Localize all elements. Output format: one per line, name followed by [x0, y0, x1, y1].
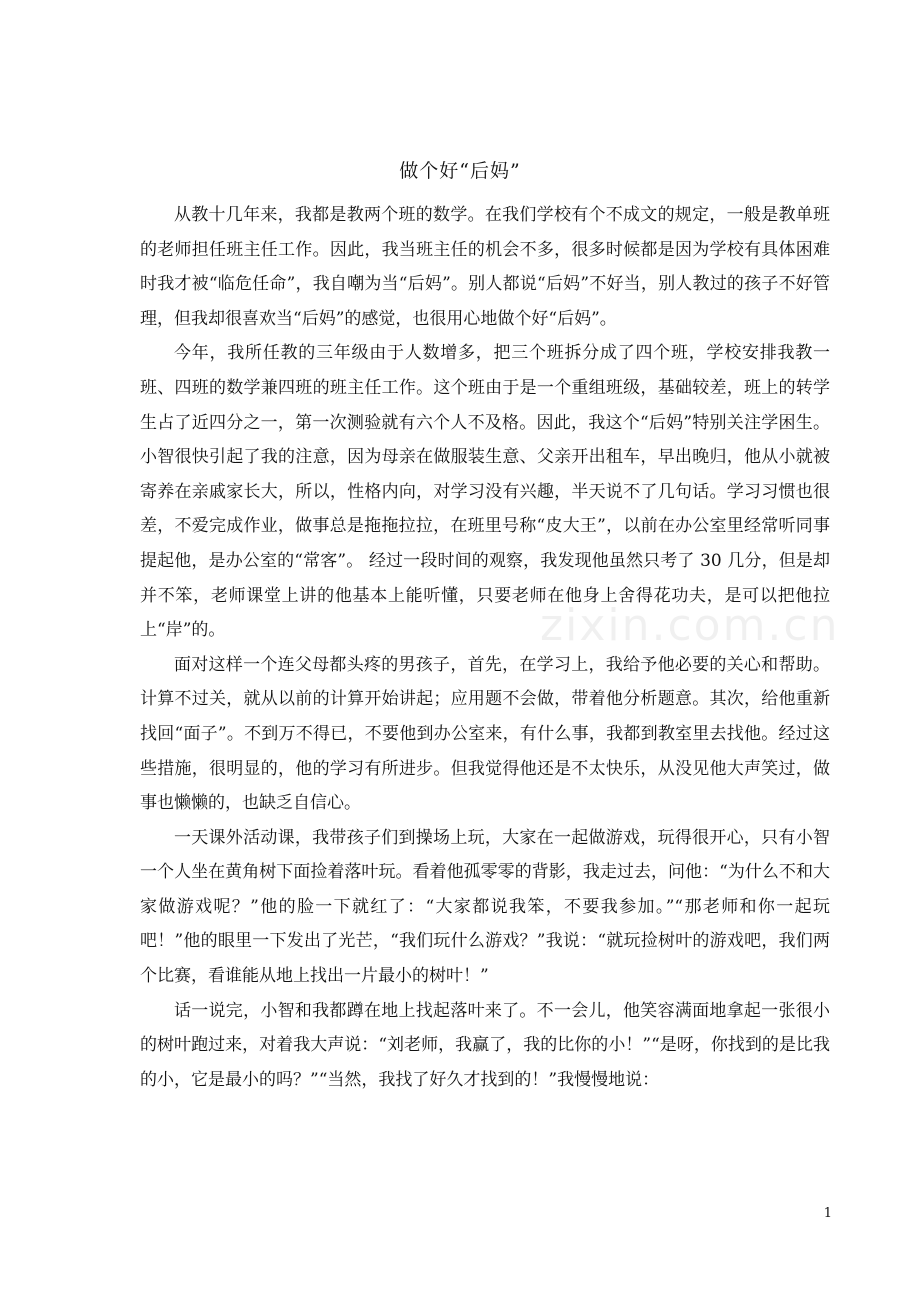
paragraph-5: 话一说完，小智和我都蹲在地上找起落叶来了。不一会儿，他笑容满面地拿起一张很小的树叶跑过来，对着我大声说：“刘老师，我赢了，我的比你的小！”“是呀，你找到的是比我的小，它是最小的吗？”“当然，我找了好久才找到的！”我慢慢地说： — [140, 1000, 830, 1090]
page-number: 1 — [823, 1206, 832, 1221]
paragraph-4: 一天课外活动课，我带孩子们到操场上玩，大家在一起做游戏，玩得很开心，只有小智一个人坐在黄角树下面捡着落叶玩。看着他孤零零的背影，我走过去，问他：“为什么不和大家做游戏呢？”他的脸一下就红了：“大家都说我笨，不要我参加。”“那老师和你一起玩吧！”他的眼里一下发出了光芒，“我们玩什么游戏？”我说：“就玩捡树叶的游戏吧，我们两个比赛，看谁能从地上找出一片最小的树叶！” — [140, 827, 830, 987]
document-title: 做个好“后妈” — [399, 160, 521, 182]
paragraph-3: 面对这样一个连父母都头疼的男孩子，首先，在学习上，我给予他必要的关心和帮助。计算不过关，就从以前的计算开始讲起；应用题不会做，带着他分析题意。其次，给他重新找回“面子”。不到万不得已，不要他到办公室来，有什么事，我都到教室里去找他。经过这些措施，很明显的，他的学习有所进步。但我觉得他还是不太快乐，从没见他大声笑过，做事也懒懒的，也缺乏自信心。 — [140, 654, 830, 814]
document-body — [140, 198, 830, 1097]
paragraph-2: 今年，我所任教的三年级由于人数增多，把三个班拆分成了四个班，学校安排我教一班、四班的数学兼四班的班主任工作。这个班由于是一个重组班级，基础较差，班上的转学生占了近四分之一，第一次测验就有六个人不及格。因此，我这个“后妈”特别关注学困生。小智很快引起了我的注意，因为母亲在做服装生意、父亲开出租车，早出晚归，他从小就被寄养在亲戚家长大，所以，性格内向，对学习没有兴趣，半天说不了几句话。学习习惯也很差，不爱完成作业，做事总是拖拖拉拉，在班里号称“皮大王”，以前在办公室里经常听同事提起他，是办公室的“常客”。 经过一段时间的观察，我发现他虽然只考了 30 几分，但是却并不笨，老师课堂上讲的他基本上能听懂，只要老师在他身上舍得花功夫，是可以把他拉上“岸”的。 — [140, 343, 830, 641]
watermark: zixin.com.cn — [540, 600, 840, 651]
paragraph-1: 从教十几年来，我都是教两个班的数学。在我们学校有个不成文的规定，一般是教单班的老师担任班主任工作。因此，我当班主任的机会不多，很多时候都是因为学校有具体困难时我才被“临危任命”，我自嘲为当“后妈”。别人都说“后妈”不好当，别人教过的孩子不好管理，但我却很喜欢当“后妈”的感觉，也很用心地做个好“后妈”。 — [140, 205, 830, 329]
